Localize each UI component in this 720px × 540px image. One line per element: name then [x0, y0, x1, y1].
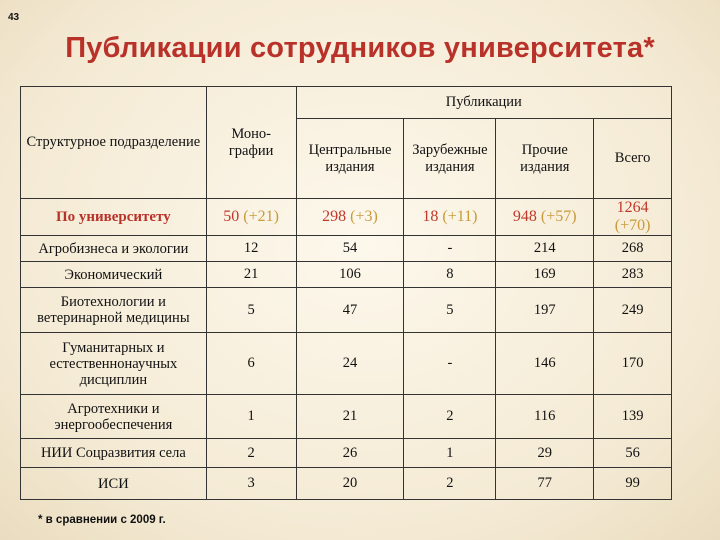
total-monographs-value: 50: [223, 208, 240, 225]
cell-foreign: 1: [404, 439, 496, 468]
total-monographs: [206, 199, 296, 236]
row-name: Биотехнологии и ветеринарной медицины: [21, 288, 207, 333]
cell-monographs: 2: [206, 439, 296, 468]
total-foreign-delta: (+11): [442, 208, 478, 225]
cell-other: 29: [496, 439, 594, 468]
total-central-value: 298: [322, 208, 347, 225]
cell-total: 56: [594, 439, 672, 468]
cell-other: 116: [496, 395, 594, 439]
cell-other: 197: [496, 288, 594, 333]
page-number: 43: [8, 12, 20, 23]
total-all-delta: (+70): [614, 217, 651, 234]
cell-total: 170: [594, 333, 672, 395]
publications-table: [20, 86, 672, 500]
cell-central: 106: [296, 262, 404, 288]
total-foreign: [404, 199, 496, 236]
header-foreign: Зарубежные издания: [404, 119, 496, 199]
cell-total: 268: [594, 236, 672, 262]
table-row: [21, 262, 672, 288]
cell-monographs: 3: [206, 468, 296, 500]
cell-central: 26: [296, 439, 404, 468]
cell-other: 146: [496, 333, 594, 395]
cell-total: 99: [594, 468, 672, 500]
total-label: По университету: [21, 199, 207, 236]
cell-central: 54: [296, 236, 404, 262]
row-name: Агробизнеса и экологии: [21, 236, 207, 262]
cell-total: 283: [594, 262, 672, 288]
cell-other: 214: [496, 236, 594, 262]
total-monographs-delta: (+21): [243, 208, 279, 225]
table-row: [21, 439, 672, 468]
total-central: [296, 199, 404, 236]
total-other-delta: (+57): [540, 208, 577, 225]
row-name: Экономический: [21, 262, 207, 288]
row-name: ИСИ: [21, 468, 207, 500]
row-name: Агротехники и энергообеспечения: [21, 395, 207, 439]
cell-monographs: 12: [206, 236, 296, 262]
header-publications-group: Публикации: [296, 87, 671, 119]
cell-total: 139: [594, 395, 672, 439]
total-central-delta: (+3): [350, 208, 378, 225]
header-monographs: Моно-графии: [206, 87, 296, 199]
total-all: [594, 199, 672, 236]
header-total: Всего: [594, 119, 672, 199]
cell-monographs: 5: [206, 288, 296, 333]
cell-central: 47: [296, 288, 404, 333]
cell-foreign: 5: [404, 288, 496, 333]
cell-other: 77: [496, 468, 594, 500]
cell-monographs: 6: [206, 333, 296, 395]
table-row: [21, 468, 672, 500]
total-all-value: 1264: [616, 199, 649, 216]
cell-foreign: 2: [404, 468, 496, 500]
table-row: [21, 236, 672, 262]
page-title: Публикации сотрудников университета*: [65, 32, 655, 64]
cell-foreign: 2: [404, 395, 496, 439]
cell-foreign: 8: [404, 262, 496, 288]
table-row: [21, 333, 672, 395]
cell-central: 24: [296, 333, 404, 395]
cell-monographs: 21: [206, 262, 296, 288]
total-other: [496, 199, 594, 236]
header-unit: Структурное подразделение: [21, 87, 207, 199]
table-row: [21, 288, 672, 333]
cell-foreign: -: [404, 236, 496, 262]
total-foreign-value: 18: [422, 208, 439, 225]
header-central: Центральные издания: [296, 119, 404, 199]
total-row: [21, 199, 672, 236]
cell-other: 169: [496, 262, 594, 288]
footnote: * в сравнении с 2009 г.: [38, 514, 166, 526]
row-name: НИИ Соцразвития села: [21, 439, 207, 468]
cell-total: 249: [594, 288, 672, 333]
header-other: Прочие издания: [496, 119, 594, 199]
row-name: Гуманитарных и естественнонаучных дисциплин: [21, 333, 207, 395]
cell-central: 20: [296, 468, 404, 500]
table-row: [21, 395, 672, 439]
cell-central: 21: [296, 395, 404, 439]
cell-foreign: -: [404, 333, 496, 395]
total-other-value: 948: [512, 208, 537, 225]
cell-monographs: 1: [206, 395, 296, 439]
